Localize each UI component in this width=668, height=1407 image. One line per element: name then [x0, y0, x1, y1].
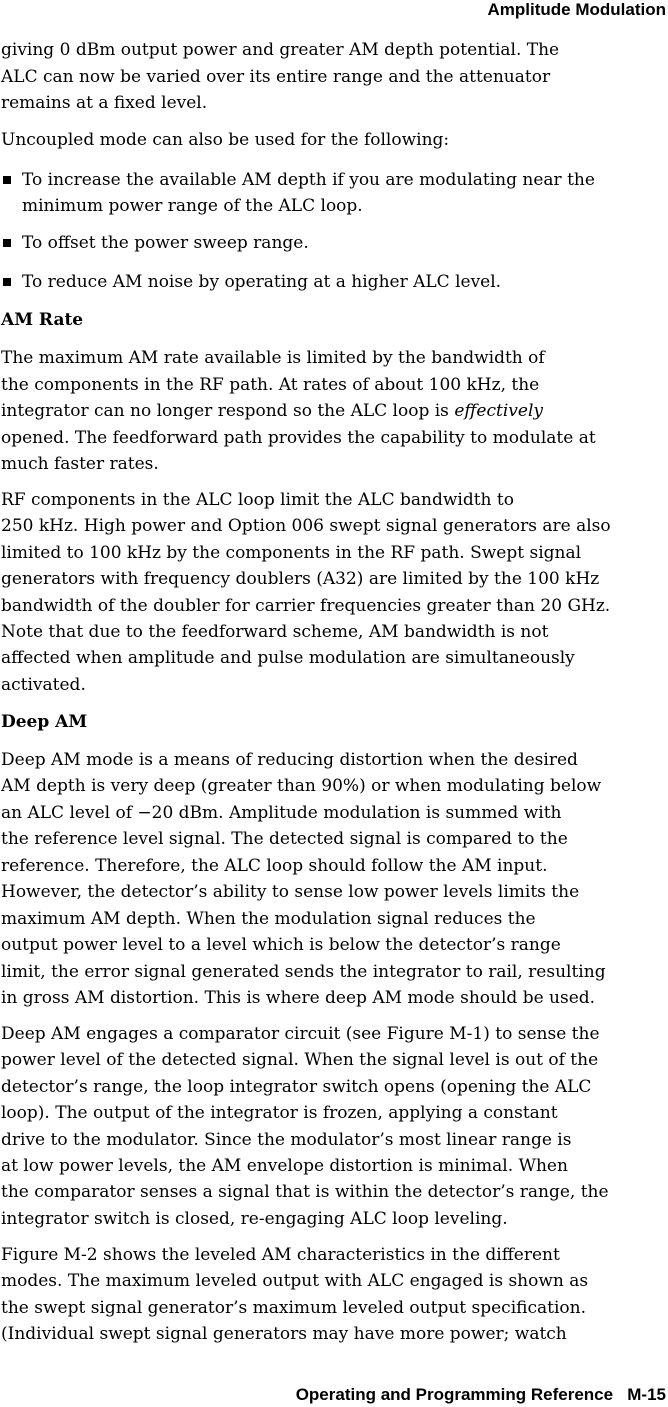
bullet-marker	[3, 278, 11, 286]
text-line: AM depth is very deep (greater than 90%) or when modulating below	[1, 776, 602, 796]
text-line: Deep AM mode is a means of reducing distortion when the desired	[1, 750, 578, 770]
text-line: opened. The feedforward path provides the capability to modulate at	[1, 428, 596, 448]
text-line: activated.	[1, 675, 86, 695]
text-line: ALC can now be varied over its entire range and the attenuator	[1, 67, 551, 87]
text-line: limit, the error signal generated sends the integrator to rail, resulting	[1, 962, 606, 982]
bullet-text: To offset the power sweep range.	[22, 233, 309, 253]
text-line: integrator switch is closed, re-engaging ALC loop leveling.	[1, 1209, 508, 1229]
text-line: in gross AM distortion. This is where deep AM mode should be used.	[1, 988, 596, 1008]
bullet-text: minimum power range of the ALC loop.	[22, 196, 363, 216]
text-line: However, the detector’s ability to sense low power levels limits the	[1, 882, 580, 902]
emphasis-text: effectively	[454, 401, 543, 421]
text-run: integrator can no longer respond so the ALC loop is	[1, 401, 455, 421]
text-line: power level of the detected signal. When the signal level is out of the	[1, 1050, 599, 1070]
text-line: the comparator senses a signal that is within the detector’s range, the	[1, 1182, 609, 1202]
text-line: drive to the modulator. Since the modulator’s most linear range is	[1, 1130, 572, 1150]
running-header: Amplitude Modulation	[487, 0, 666, 19]
bullet-marker	[3, 239, 11, 247]
text-line: The maximum AM rate available is limited by the bandwidth of	[1, 348, 545, 368]
text-line: maximum AM depth. When the modulation signal reduces the	[1, 909, 536, 929]
text-line: (Individual swept signal generators may have more power; watch	[1, 1324, 567, 1344]
text-line	[1, 401, 543, 421]
section-heading-am-rate: AM Rate	[1, 310, 84, 330]
text-line: at low power levels, the AM envelope distortion is minimal. When	[1, 1156, 568, 1176]
text-line: detector’s range, the loop integrator switch opens (opening the ALC	[1, 1077, 592, 1097]
section-heading-deep-am: Deep AM	[1, 712, 88, 732]
text-line: reference. Therefore, the ALC loop should follow the AM input.	[1, 856, 548, 876]
text-line: loop). The output of the integrator is frozen, applying a constant	[1, 1103, 558, 1123]
bullet-marker	[3, 176, 11, 184]
bullet-text: To reduce AM noise by operating at a higher ALC level.	[22, 272, 502, 292]
text-line: Note that due to the feedforward scheme, AM bandwidth is not	[1, 622, 549, 642]
text-line: Deep AM engages a comparator circuit (see Figure M-1) to sense the	[1, 1024, 600, 1044]
text-line: limited to 100 kHz by the components in the RF path. Swept signal	[1, 543, 582, 563]
book-title: Operating and Programming Reference	[295, 1385, 614, 1404]
text-line: output power level to a level which is below the detector’s range	[1, 935, 561, 955]
text-line: remains at a fixed level.	[1, 93, 208, 113]
text-line: the swept signal generator’s maximum leveled output specification.	[1, 1298, 586, 1318]
page-footer	[296, 1385, 666, 1405]
text-line: the reference level signal. The detected signal is compared to the	[1, 829, 568, 849]
text-line: affected when amplitude and pulse modulation are simultaneously	[1, 648, 575, 668]
text-line: generators with frequency doublers (A32) are limited by the 100 kHz	[1, 569, 600, 589]
text-line: Figure M-2 shows the leveled AM characteristics in the different	[1, 1245, 560, 1265]
text-line: the components in the RF path. At rates of about 100 kHz, the	[1, 375, 540, 395]
text-line: RF components in the ALC loop limit the ALC bandwidth to	[1, 490, 514, 510]
text-line: much faster rates.	[1, 454, 159, 474]
page-number: M-15	[627, 1385, 666, 1404]
text-line: 250 kHz. High power and Option 006 swept signal generators are also	[1, 516, 611, 536]
text-line: an ALC level of −20 dBm. Amplitude modulation is summed with	[1, 803, 562, 823]
text-line: modes. The maximum leveled output with ALC engaged is shown as	[1, 1271, 589, 1291]
text-line: Uncoupled mode can also be used for the following:	[1, 130, 450, 150]
text-line: giving 0 dBm output power and greater AM depth potential. The	[1, 40, 560, 60]
text-line: bandwidth of the doubler for carrier frequencies greater than 20 GHz.	[1, 596, 611, 616]
bullet-text: To increase the available AM depth if you are modulating near the	[22, 170, 595, 190]
